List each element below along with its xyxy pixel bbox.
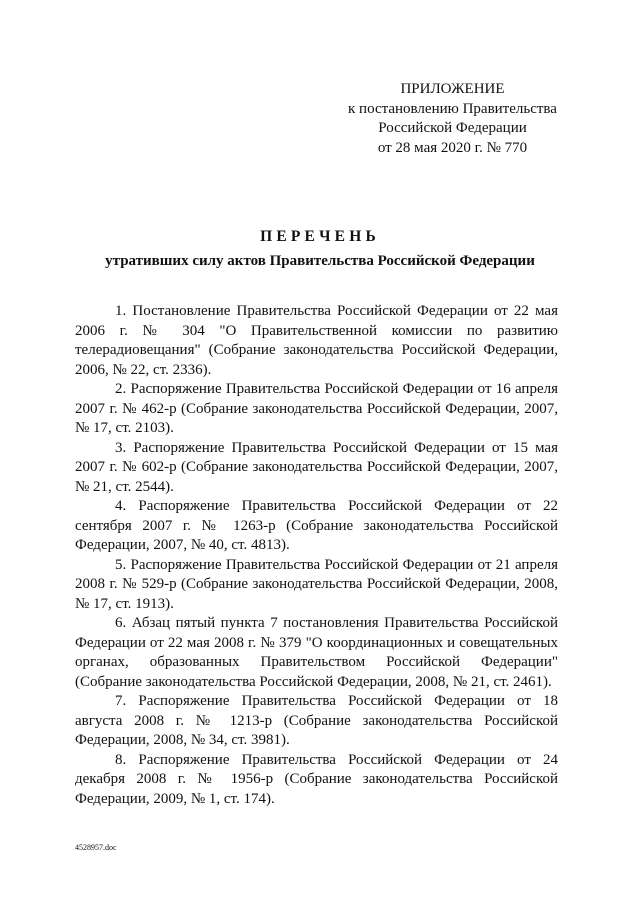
document-subtitle: утративших силу актов Правительства Российской Федерации: [105, 253, 535, 269]
file-name-footer: 4528957.doc: [75, 843, 117, 852]
list-item: 1. Постановление Правительства Российской Федерации от 22 мая 2006 г. № 304 "О Правительственной комиссии по развитию телерадиовещания" (Собрание законодательства Российской Федерации, 2006, № 22, ст. 2336).: [75, 303, 558, 378]
appendix-resolution-line: к постановлению Правительства: [348, 100, 557, 117]
list-item: 2. Распоряжение Правительства Российской Федерации от 16 апреля 2007 г. № 462-р (Собрание законодательства Российской Федерации, 2007, № 17, ст. 2103).: [75, 381, 558, 436]
list-item: 6. Абзац пятый пункта 7 постановления Правительства Российской Федерации от 22 мая 2008 г. № 379 "О координационных и совещательных органах, образованных Правительством Российской Федерации" (Собрание законодательства Российской Федерации, 2008, № 21, ст. 2461).: [75, 615, 558, 690]
appendix-title: ПРИЛОЖЕНИЕ: [400, 81, 505, 97]
document-title: ПЕРЕЧЕНЬ: [260, 228, 380, 245]
acts-list: [75, 302, 558, 809]
appendix-date-number-line: от 28 мая 2020 г. № 770: [377, 139, 528, 156]
appendix-government-line: Российской Федерации: [378, 120, 527, 136]
list-item: 8. Распоряжение Правительства Российской Федерации от 24 декабря 2008 г. № 1956-р (Собрание законодательства Российской Федерации, 2009, № 1, ст. 174).: [75, 751, 558, 807]
list-item: 3. Распоряжение Правительства Российской Федерации от 15 мая 2007 г. № 602-р (Собрание законодательства Российской Федерации, 2007, № 21, ст. 2544).: [75, 439, 558, 495]
list-item: 7. Распоряжение Правительства Российской Федерации от 18 августа 2008 г. № 1213-р (Собрание законодательства Российской Федерации, 2008, № 34, ст. 3981).: [75, 693, 558, 748]
list-item: 4. Распоряжение Правительства Российской Федерации от 22 сентября 2007 г. № 1263-р (Собрание законодательства Российской Федерации, 2007, № 40, ст. 4813).: [75, 498, 558, 553]
appendix-header: [330, 80, 575, 158]
list-item: 5. Распоряжение Правительства Российской Федерации от 21 апреля 2008 г. № 529-р (Собрание законодательства Российской Федерации, 2008, № 17, ст. 1913).: [75, 556, 558, 612]
